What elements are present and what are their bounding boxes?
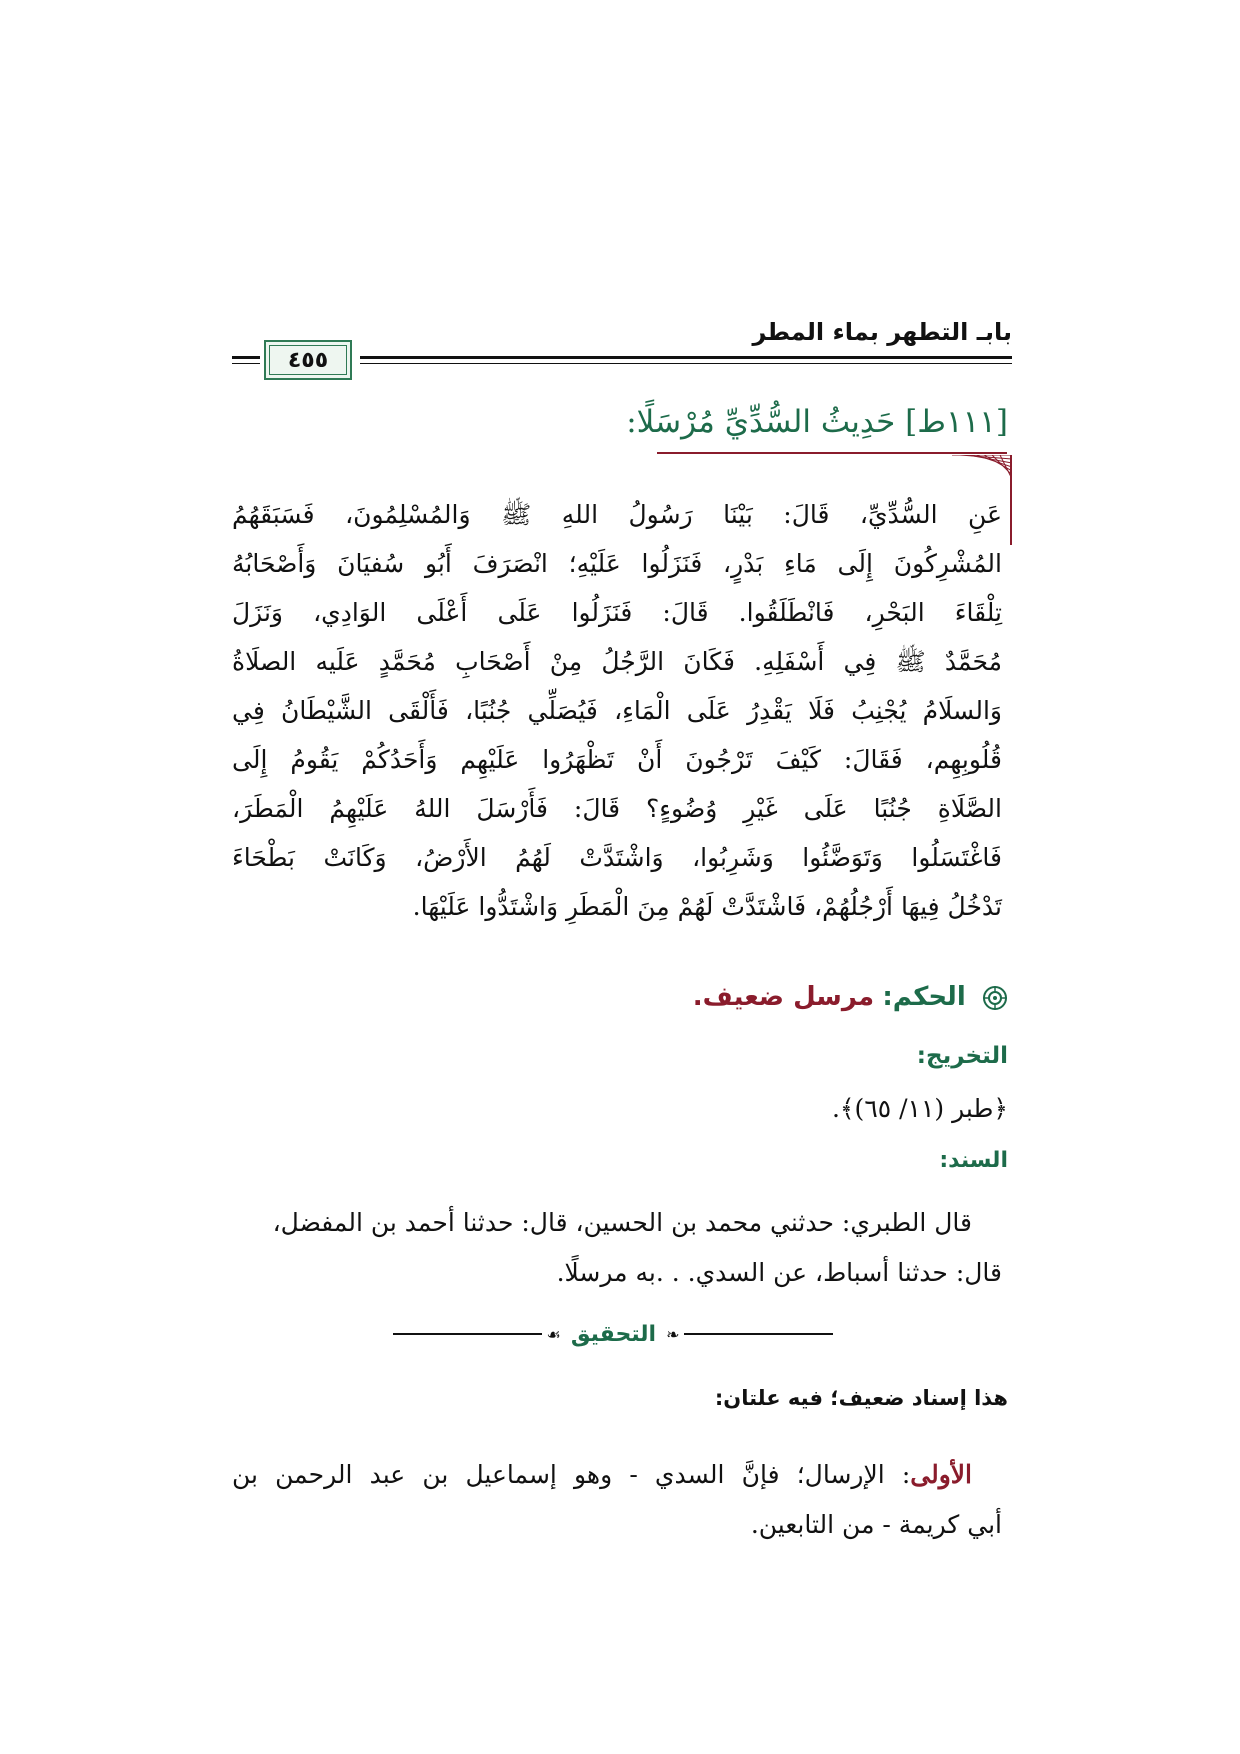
ruling-label: الحكم:: [882, 982, 966, 1012]
point-text: : الإرسال؛ فإنَّ السدي - وهو إسماعيل بن عبد الرحمن بن: [232, 1460, 911, 1489]
point-line: [232, 1450, 1002, 1500]
point-label: الأولى: [910, 1460, 972, 1489]
hadith-line: تَدْخُلُ فِيهَا أَرْجُلُهُمْ، فَاشْتَدَّتْ لَهُمْ مِنَ الْمَطَرِ وَاشْتَدُّوا عَلَيْهَا.: [412, 892, 1002, 921]
takhrij-reference: ﴿طبر (١١/ ٦٥)﴾.: [831, 1094, 1008, 1123]
page-header: [232, 318, 1012, 378]
hadith-line: الصَّلَاةِ جُنُبًا عَلَى غَيْرِ وُضُوءٍ؟ قَالَ: فَأَرْسَلَ اللهُ عَلَيْهِمُ الْمَطَرَ،: [232, 794, 1002, 823]
ornament-icon: ☙: [546, 1324, 561, 1344]
analysis-point: [232, 1450, 1002, 1550]
point-line: أبي كريمة - من التابعين.: [750, 1510, 1002, 1539]
divider-line: [393, 1333, 542, 1335]
heading-underline: [657, 452, 1007, 454]
rosette-icon: [982, 985, 1008, 1011]
hadith-line: فَاغْتَسَلُوا وَتَوَضَّئُوا وَشَرِبُوا، وَاشْتَدَّتْ لَهُمُ الأَرْضُ، وَكَانَتْ بَطْحَاءَ: [232, 843, 1002, 872]
hadith-line: وَالسلَامُ يُجْنِبُ فَلَا يَقْدِرُ عَلَى الْمَاءِ، فَيُصَلِّي جُنُبًا، فَأَلْقَى الشَّيْطَانُ فِي: [232, 696, 1002, 725]
section-heading: [١١١ط] حَدِيثُ السُّدِّيِّ مُرْسَلًا:: [626, 404, 1008, 440]
page-number-box: [264, 340, 352, 380]
takhrij-label: التخريج:: [916, 1043, 1008, 1069]
hadith-line: قُلُوبِهِم، فَقَالَ: كَيْفَ تَرْجُونَ أَنْ تَظْهَرُوا عَلَيْهِم وَأَحَدُكُمْ يَقُومُ إِلَى: [232, 745, 1002, 774]
page-number: ٤٥٥: [287, 347, 329, 373]
ornament-icon: ❧: [666, 1324, 680, 1344]
sanad-line: قال الطبري: حدثني محمد بن الحسين، قال: حدثنا أحمد بن المفضل،: [272, 1208, 972, 1237]
hadith-line: تِلْقَاءَ البَحْرِ، فَانْطَلَقُوا. قَالَ: فَنَزَلُوا عَلَى أَعْلَى الوَادِي، وَنَزَلَ: [232, 598, 1002, 627]
header-rule-thin: [360, 363, 1012, 364]
ruling: [693, 982, 1008, 1012]
sanad-line: قال: حدثنا أسباط، عن السدي. . .به مرسلًا.: [556, 1258, 1002, 1287]
header-rule-left-thin: [232, 363, 260, 364]
hadith-line: مُحَمَّدٌ ﷺ فِي أَسْفَلِهِ. فَكَانَ الرَّجُلُ مِنْ أَصْحَابِ مُحَمَّدٍ عَلَيه الصلَاةُ: [232, 647, 1002, 676]
chapter-title: بابـ التطهر بماء المطر: [752, 318, 1012, 346]
hadith-text: [232, 490, 1002, 931]
divider-line: [684, 1333, 833, 1335]
ruling-value: مرسل ضعيف.: [692, 982, 875, 1012]
hadith-line: المُشْرِكُونَ إِلَى مَاءِ بَدْرٍ، فَنَزَلُوا عَلَيْهِ؛ انْصَرَفَ أَبُو سُفيَانَ وَأَصْحَابُهُ: [232, 549, 1002, 578]
tahqiq-divider: [393, 1314, 833, 1354]
tahqiq-title: التحقيق: [570, 1321, 657, 1347]
header-rule-left-thick: [232, 356, 260, 359]
header-rule-thick: [360, 356, 1012, 359]
analysis-intro: هذا إسناد ضعيف؛ فيه علتان:: [714, 1386, 1008, 1410]
hadith-line: عَنِ السُّدِّيِّ، قَالَ: بَيْنَا رَسُولُ اللهِ ﷺ وَالمُسْلِمُونَ، فَسَبَقَهُمُ: [232, 500, 1002, 529]
sanad-label: السند:: [939, 1148, 1008, 1173]
sanad-text: [232, 1198, 1002, 1298]
